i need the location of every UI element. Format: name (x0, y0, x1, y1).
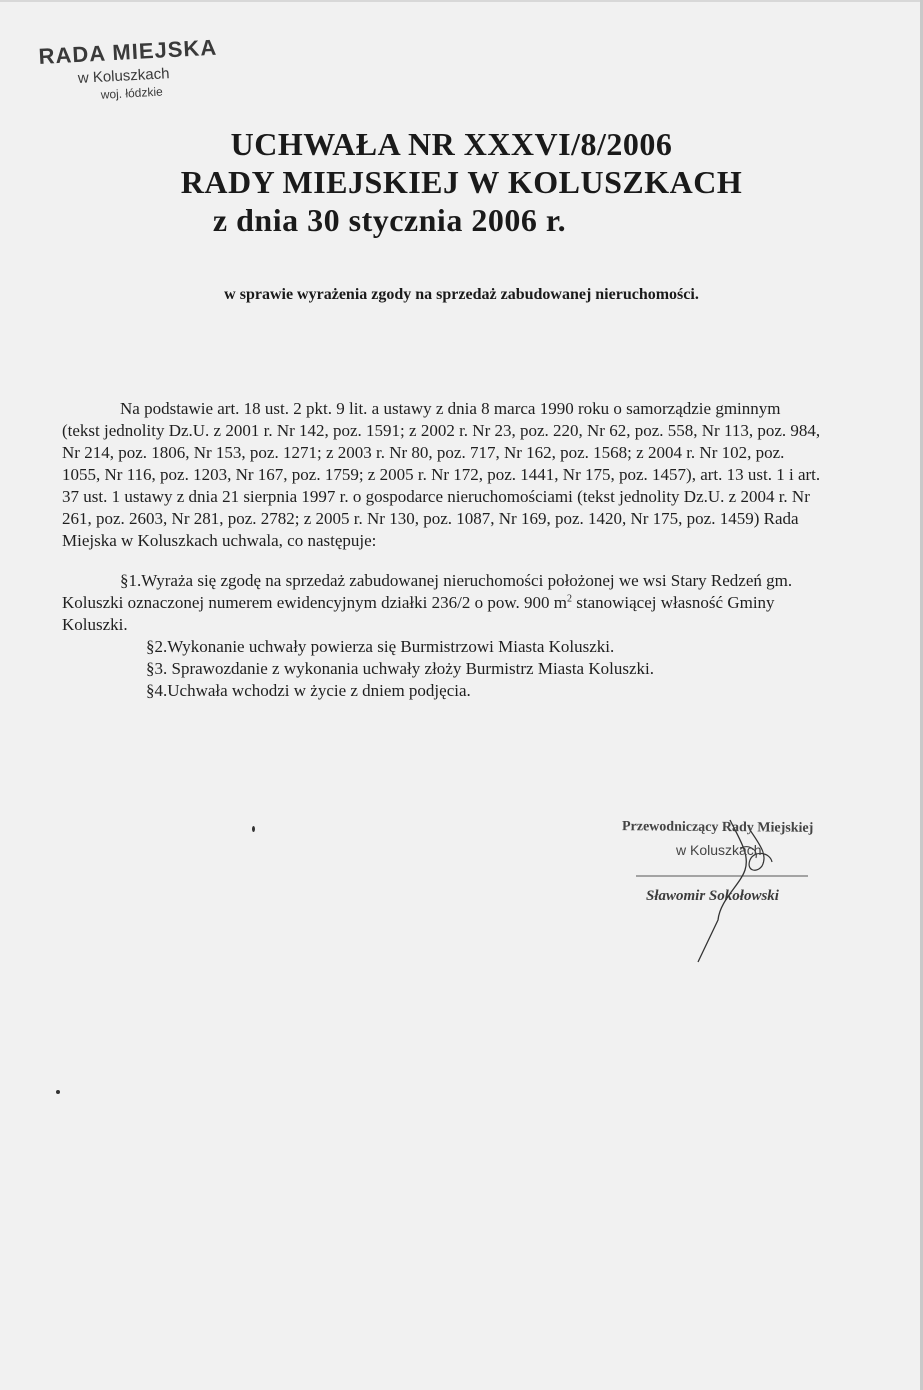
scan-speck (252, 826, 255, 832)
section-4: §4.Uchwała wchodzi w życie z dniem podjęcia. (146, 681, 471, 700)
section-1-text: §1.Wyraża się zgodę na sprzedaż zabudowanej nieruchomości położonej we wsi Stary Redzeń gm. Koluszki oznaczonej numerem ewidencyjnym działki 236/2 o pow. 900 m (62, 571, 793, 612)
council-name: RADY MIEJSKIEJ W KOLUSZKACH (180, 164, 743, 200)
legal-basis-paragraph: Na podstawie art. 18 ust. 2 pkt. 9 lit. a ustawy z dnia 8 marca 1990 roku o samorządzie gminnym (tekst jednolity Dz.U. z 2001 r. Nr 142, poz. 1591; z 2002 r. Nr 23, poz. 220, Nr 62, poz. 558, Nr 113, poz. 984, Nr 214, poz. 1806, Nr 153, poz. 1271; z 2003 r. Nr 80, poz. 717, Nr 162, poz. 1568; z 2004 r. Nr 102, poz. 1055, Nr 116, poz. 1203, Nr 167, poz. 1759; z 2005 r. Nr 172, poz. 1441, Nr 175, poz. 1457), art. 13 ust. 1 i art. 37 ust. 1 ustawy z dnia 21 sierpnia 1997 r. o gospodarce nieruchomościami (tekst jednolity Dz.U. z 2004 r. Nr 261, poz. 2603, Nr 281, poz. 2782; z 2005 r. Nr 130, poz. 1087, Nr 169, poz. 1420, Nr 175, poz. 1459) Rada Miejska w Koluszkach uchwala, co następuje: (62, 399, 821, 550)
resolution-number: UCHWAŁA NR XXXVI/8/2006 (230, 126, 673, 162)
resolution-date: z dnia 30 stycznia 2006 r. (212, 202, 567, 238)
scan-speck (56, 1090, 60, 1094)
stamp-line-3: woj. łódzkie (100, 84, 164, 102)
section-1 (62, 570, 822, 636)
council-stamp (38, 35, 220, 105)
stamp-line-1: RADA MIEJSKA (38, 34, 218, 69)
signature-title: Przewodniczący Rady Miejskiej (621, 819, 814, 836)
section-3: §3. Sprawozdanie z wykonania uchwały złoży Burmistrz Miasta Koluszki. (146, 659, 654, 678)
area-unit-superscript: 2 (567, 593, 572, 605)
resolution-body (62, 398, 822, 702)
section-1-text-end: stanowiącej własność Gminy Koluszki. (62, 593, 775, 634)
section-2: §2.Wykonanie uchwały powierza się Burmistrzowi Miasta Koluszki. (146, 637, 615, 656)
stamp-line-2: w Koluszkach (77, 65, 170, 87)
scan-edge-top (0, 0, 923, 2)
signatory-name: Sławomir Sokołowski (646, 888, 779, 904)
signature-city: w Koluszkach (676, 842, 762, 858)
resolution-subject: w sprawie wyrażenia zgody na sprzedaż zabudowanej nieruchomości. (224, 286, 699, 303)
